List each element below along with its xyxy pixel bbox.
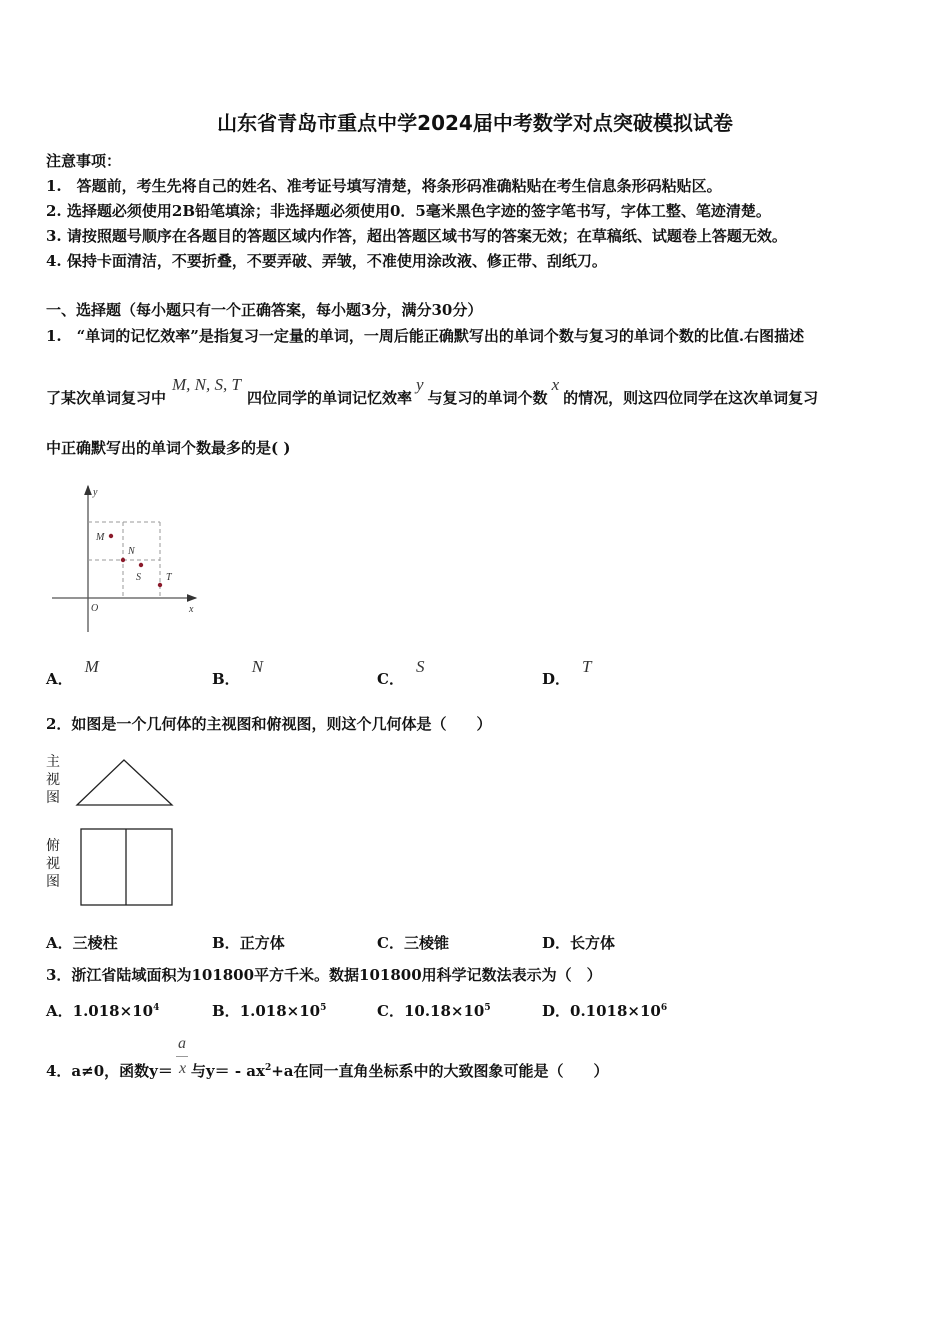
notes-heading: 注意事项： (46, 152, 122, 170)
q4-text: 4．a≠0，函数y＝ 与$y= - ax^2+a$在同一直角坐标系中的大致图象可能是（ ） (46, 1062, 609, 1080)
q2-option-d[interactable]: D．长方体 (542, 934, 616, 952)
q3-option-c[interactable]: C．$10.18\times 10^5$ (377, 1002, 491, 1020)
q2-option-c[interactable]: C．三棱锥 (377, 934, 449, 952)
q2-option-a[interactable]: A．三棱柱 (46, 934, 118, 952)
x-axis-label: x (189, 604, 194, 615)
note-item: 2. 选择题必须使用2B铅笔填涂；非选择题必须使用0．5毫米黑色字迹的签字笔书写，字体工整、笔迹清楚。 (46, 202, 771, 220)
front-view-triangle (77, 760, 172, 805)
point-label: T (166, 572, 172, 583)
point-label: N (128, 546, 135, 557)
q1-text-part: 与复习的单词个数 (427, 389, 548, 407)
y-axis-label: y (93, 487, 98, 498)
q3-option-b[interactable]: B．$1.018\times 10^5$ (212, 1002, 327, 1020)
origin-label: O (91, 603, 99, 614)
point-label: S (136, 572, 141, 583)
point-n (121, 558, 125, 562)
q1-text: 中正确默写出的单词个数最多的是( ) (46, 439, 291, 457)
section-heading: 一、选择题（每小题只有一个正确答案，每小题3分，满分30分） (46, 301, 483, 319)
page-title: 山东省青岛市重点中学2024届中考数学对点突破模拟试卷 (217, 111, 733, 135)
var-y: y (416, 375, 424, 394)
top-view-label: 俯视图 (46, 838, 60, 890)
q2-option-b[interactable]: B．正方体 (212, 934, 285, 952)
note-item: 4. 保持卡面清洁，不要折叠，不要弄破、弄皱，不准使用涂改液、修正带、刮纸刀。 (46, 252, 607, 270)
q1-option-a[interactable]: A．M (46, 657, 99, 688)
point-m (109, 534, 113, 538)
point-s (139, 563, 143, 567)
q3-text: 3．浙江省陆域面积为101800平方千米。数据101800用科学记数法表示为（ ） (46, 966, 602, 984)
front-view-label: 主视图 (46, 754, 60, 806)
point-label: M (96, 532, 105, 543)
fraction-bar (176, 1056, 188, 1057)
q1-vars: M, N, S, T (172, 375, 241, 394)
q3-option-a[interactable]: A．$1.018\times 10^4$ (46, 1002, 160, 1020)
q1-text-part: 了某次单词复习中 (46, 389, 167, 407)
note-item: 1. 答题前，考生先将自己的姓名、准考证号填写清楚，将条形码准确粘贴在考生信息条形码粘贴区。 (46, 177, 722, 195)
fraction-numerator: a (178, 1035, 186, 1052)
q1-text: 1. “单词的记忆效率”是指复习一定量的单词，一周后能正确默写出的单词个数与复习的单词个数的比值.右图描述 (46, 327, 805, 345)
q2-text: 2．如图是一个几何体的主视图和俯视图，则这个几何体是（ ） (46, 715, 492, 733)
note-item: 3. 请按照题号顺序在各题目的答题区域内作答，超出答题区域书写的答案无效；在草稿纸、试题卷上答题无效。 (46, 227, 787, 245)
q3-option-d[interactable]: D．$0.1018\times 10^6$ (542, 1002, 668, 1020)
q1-text-part: 的情况，则这四位同学在这次单词复习 (563, 389, 819, 407)
q1-option-c[interactable]: C．S (377, 657, 425, 688)
q1-text-part: 四位同学的单词记忆效率 (246, 389, 412, 407)
fraction-denominator: x (179, 1060, 187, 1077)
q1-option-d[interactable]: D．T (542, 657, 592, 688)
q1-option-b[interactable]: B．N (212, 657, 264, 688)
var-x: x (551, 375, 560, 394)
point-t (158, 583, 162, 587)
